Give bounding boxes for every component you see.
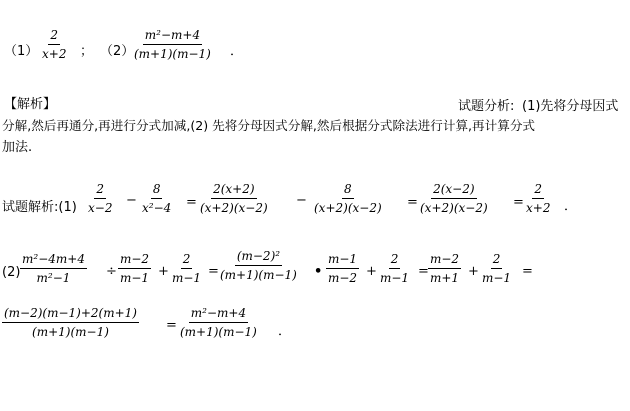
denominator: m−1 xyxy=(172,271,202,285)
sol1-fraction-2 xyxy=(140,182,173,215)
sol1-fraction-1 xyxy=(86,182,114,215)
sol2-fraction-4 xyxy=(218,249,299,282)
sol1-equals-2: = xyxy=(407,195,418,210)
question-fraction-2 xyxy=(132,28,213,61)
numerator: m²−m+4 xyxy=(189,306,248,323)
numerator: m²−m+4 xyxy=(143,28,202,45)
numerator: 2 xyxy=(532,182,544,199)
analysis-label: 试题分析: xyxy=(458,99,515,114)
numerator: 2 xyxy=(94,182,106,199)
numerator: 2 xyxy=(48,28,60,45)
analysis-line2: 分解,然后再通分,再进行分式加减,(2) 先将分母因式分解,然后根据分式除法进行计算,再计算分式 xyxy=(2,118,536,133)
denominator: m−1 xyxy=(120,271,150,285)
sol2-fraction-1 xyxy=(20,252,87,285)
denominator: (m+1)(m−1) xyxy=(32,325,109,339)
sol2-fraction-6 xyxy=(378,252,411,285)
analysis-line1-tail: (1)先将分母因式 xyxy=(522,99,619,114)
question-separator: ； xyxy=(80,44,94,59)
sol2-plus-2: + xyxy=(366,264,377,279)
numerator: m−2 xyxy=(118,252,151,269)
sol1-fraction-3 xyxy=(198,182,270,215)
sol1-fraction-5 xyxy=(418,182,490,215)
denominator: x+2 xyxy=(42,47,67,61)
sol2-plus-1: + xyxy=(158,264,169,279)
sol1-fraction-6 xyxy=(524,182,552,215)
denominator: (m+1)(m−1) xyxy=(220,268,297,282)
question-label-1: （1） xyxy=(4,44,39,59)
numerator: 2 xyxy=(181,252,193,269)
numerator: 2 xyxy=(491,252,503,269)
solution2-label: (2) xyxy=(2,265,21,280)
sol2-fraction-5 xyxy=(326,252,359,285)
sol2-divide: ÷ xyxy=(106,264,117,279)
analysis-heading: 【解析】 xyxy=(4,97,57,112)
sol2-fraction-2 xyxy=(118,252,151,285)
sol1-equals-3: = xyxy=(513,195,524,210)
sol2-equals-4: = xyxy=(166,318,177,333)
denominator: (m+1)(m−1) xyxy=(134,47,211,61)
denominator: x²−4 xyxy=(142,201,172,215)
numerator: 2 xyxy=(389,252,401,269)
numerator: 8 xyxy=(342,182,354,199)
sol2-fraction-8 xyxy=(480,252,513,285)
sol2-multiply-dot: • xyxy=(314,264,323,279)
sol2-equals-2: = xyxy=(418,264,429,279)
numerator: 2(x−2) xyxy=(431,182,476,199)
numerator: m−1 xyxy=(326,252,359,269)
sol1-end: ． xyxy=(564,199,578,214)
sol2-fraction-9 xyxy=(2,306,139,339)
numerator: (m−2)² xyxy=(235,249,282,266)
denominator: (x+2)(x−2) xyxy=(200,201,268,215)
sol2-equals-1: = xyxy=(208,264,219,279)
denominator: x−2 xyxy=(88,201,113,215)
analysis-line3: 加法. xyxy=(2,140,33,155)
denominator: m²−1 xyxy=(36,271,71,285)
denominator: (x+2)(x−2) xyxy=(420,201,488,215)
sol2-end: ． xyxy=(278,324,292,339)
question-end: ． xyxy=(230,44,244,59)
sol1-minus-1: − xyxy=(126,193,137,208)
sol2-fraction-3 xyxy=(170,252,203,285)
solution1-label: 试题解析:(1) xyxy=(2,200,77,215)
numerator: (m−2)(m−1)+2(m+1) xyxy=(2,306,139,323)
numerator: m²−4m+4 xyxy=(20,252,87,269)
sol1-fraction-4 xyxy=(312,182,384,215)
sol2-fraction-10 xyxy=(178,306,259,339)
sol2-plus-3: + xyxy=(468,264,479,279)
sol1-minus-2: − xyxy=(296,193,307,208)
denominator: m−1 xyxy=(380,271,410,285)
denominator: x+2 xyxy=(526,201,551,215)
sol2-equals-3: = xyxy=(522,264,533,279)
denominator: (x+2)(x−2) xyxy=(314,201,382,215)
denominator: m−1 xyxy=(482,271,512,285)
denominator: (m+1)(m−1) xyxy=(180,325,257,339)
question-fraction-1 xyxy=(40,28,68,61)
sol2-fraction-7 xyxy=(428,252,461,285)
denominator: m−2 xyxy=(328,271,358,285)
numerator: 2(x+2) xyxy=(211,182,256,199)
denominator: m+1 xyxy=(430,271,460,285)
numerator: m−2 xyxy=(428,252,461,269)
question-label-2: （2） xyxy=(100,44,135,59)
sol1-equals-1: = xyxy=(186,195,197,210)
numerator: 8 xyxy=(151,182,163,199)
